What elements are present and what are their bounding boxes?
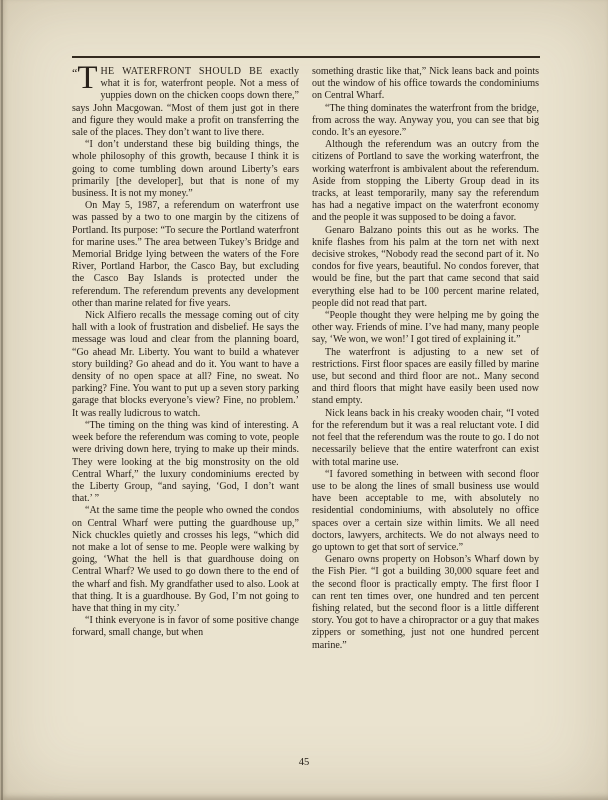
opening-body-text: exactly what it is for, waterfront people. Not a mess of yuppies down on the chicken coops down there,” says John Macgowan. “Most of them just got in there and figure they would make a profit on transferring the sale of the places. They don’t want to live there.: [72, 66, 299, 139]
paragraph: “I favored something in between with second floor use to be along the lines of small business use would have been acceptable to me, with absolutely no residential condominiums, with absolutely no office spaces over a certain size within limits. We all need doctors, lawyers, architects. We do not always need to go uptown to get that sort of service.”: [312, 468, 539, 553]
drop-cap: [72, 60, 98, 96]
paragraph: Although the referendum was an outcry from the citizens of Portland to save the working waterfront, the working waterfront is ambivalent about the referendum. Aside from stopping the Liberty Group dead in its tracks, at least temporarily, many say the referendum has had a negative impact on the waterfront economy and the people it was supposed to be doing a favor.: [312, 139, 539, 224]
paragraph: Nick Alfiero recalls the message coming out of city hall with a look of frustration and disbelief. He says the message was loud and clear from the planning board, “Go ahead Mr. Liberty. You want to build a whatever story building? Go ahead and do it. You want to have a density of no open space at all? Fine, no sweat. No parking? Fine. You want to put up a seven story parking garage that blocks everyone’s view? Fine, no problem.’ It was really ludicrous to watch.: [72, 310, 299, 419]
paragraph: Nick leans back in his creaky wooden chair, “I voted for the referendum but it was a real reluctant vote. I did not feel that the referendum was the route to go. I do not necessarily believe that the entire waterfront can exist with total marine use.: [312, 407, 539, 468]
paragraph-continuation: something drastic like that,” Nick leans back and points out the window of his office towards the condominiums on Central Wharf.: [312, 66, 539, 102]
column-left: [72, 60, 299, 652]
paragraph: On May 5, 1987, a referendum on waterfront use was passed by a two to one margin by the citizens of Portland. Its purpose: “To secure the Portland waterfront for marine uses.” The area between Tukey’s Bridge and Memorial Bridge lying between the waters of the Fore River, Portland Harbor, the Casco Bay, but excluding the Casco Bay Islands is protected under the referendum. The referendum prevents any development other than marine related for five years.: [72, 200, 299, 309]
paragraph: Genaro owns property on Hobson’s Wharf down by the Fish Pier. “I got a building 30,000 square feet and the second floor is practically empty. The first floor I can rent ten times over, one hundred and ten percent fishing related, but the second floor is a little different story. You got to have a chiropractor or a guy that makes zippers or something, just not one hundred percent marine.”: [312, 554, 539, 651]
opening-caps-text: HE WATERFRONT SHOULD BE: [100, 66, 263, 77]
opening-paragraph: [72, 60, 299, 139]
text-columns: [72, 60, 540, 652]
paragraph: “At the same time the people who owned the condos on Central Wharf were putting the guardhouse up,” Nick chuckles quietly and crosses his legs, “which did not make a lot of sense to me. People were walking by going, ‘What the hell is that guardhouse doing on Central Wharf? We used to go down there to the end of the wharf and fish. My grandfather used to also. Look at that thing. It is a guardhouse. By God, I’m not going to have that thing in my city.’: [72, 505, 299, 614]
paragraph: “The timing on the thing was kind of interesting. A week before the referendum was coming to vote, people were driving down here, trying to make up their minds. They were looking at the big monstrosity on the old Central Wharf,” the luxury condominiums erected by the Liberty Group, “and saying, ‘God, I don’t want that.’ ”: [72, 419, 299, 505]
drop-cap-letter: T: [77, 60, 98, 96]
page-number: 45: [298, 757, 310, 768]
paragraph: “I think everyone is in favor of some positive change forward, small change, but when: [72, 615, 299, 639]
page-content: [72, 56, 540, 652]
paragraph: Genaro Balzano points this out as he works. The knife flashes from his palm at the torn net with next decisive strokes, “Nobody read the second part of it. No condos for five years, beautiful. No condos forever, that would be fine, but the part that came second that said everything else had to be 100 percent marine related, people did not read that part.: [312, 224, 539, 309]
column-right: [312, 66, 539, 652]
paragraph: “I don’t understand these big building things, the whole philosophy of this growth, because I think it is going to come tumbling down around Liberty’s ears primarily [the developer], but that is none of my business. It is not my money.”: [72, 139, 299, 200]
opening-quote-mark: “: [72, 66, 78, 80]
paragraph: The waterfront is adjusting to a new set of restrictions. First floor spaces are easily filled by marine use, but second and third floor are not.. Many second and third floors that might have easily been used now stand empty.: [312, 346, 539, 407]
paragraph: “The thing dominates the waterfront from the bridge, from across the way. Anyway you, you can see that big condo. It’s an eyesore.”: [312, 102, 539, 139]
top-rule-divider: [72, 56, 540, 58]
paragraph: “People thought they were helping me by going the other way. Friends of mine. I’ve had many, many people say, ‘We won, we won!’ I got tired of explaining it.”: [312, 310, 539, 346]
